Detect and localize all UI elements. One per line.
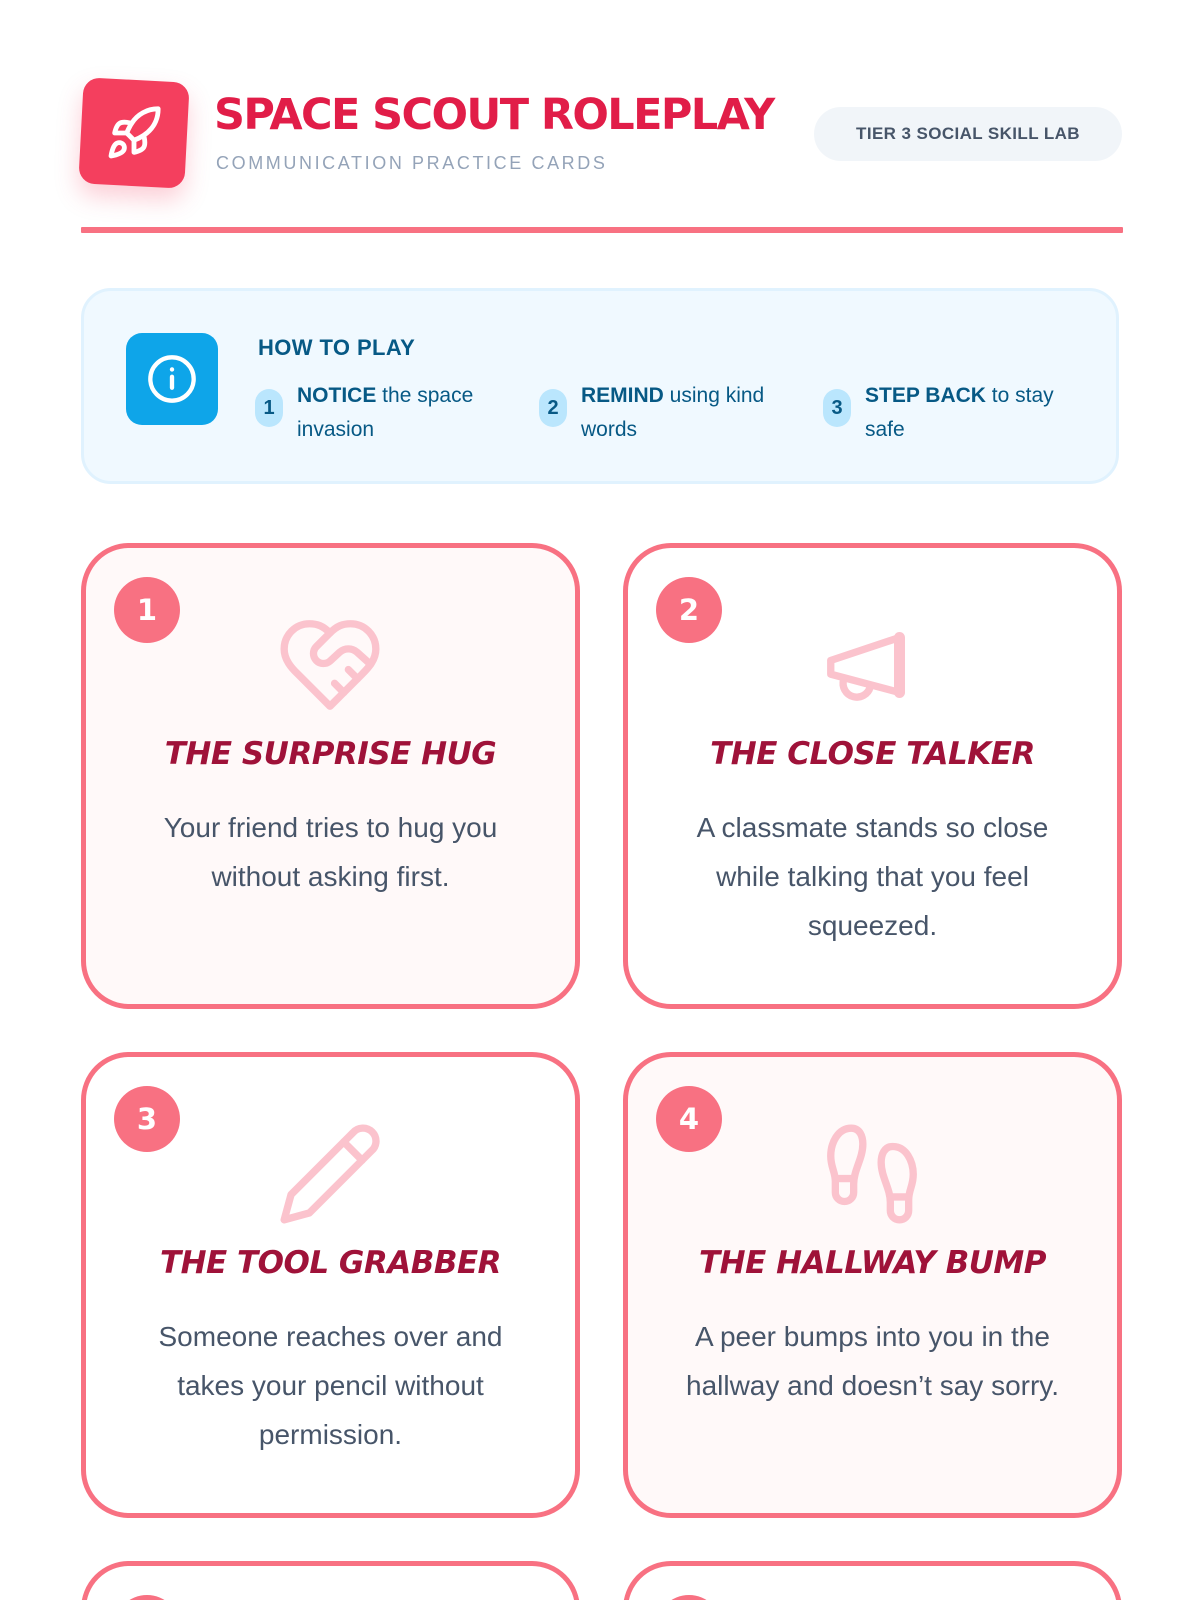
tier-badge: TIER 3 SOCIAL SKILL LAB bbox=[814, 107, 1122, 161]
step-detail: to stay safe bbox=[865, 384, 1054, 441]
step-text bbox=[865, 379, 1055, 447]
card-title: THE SURPRISE HUG bbox=[164, 736, 497, 772]
card-number bbox=[114, 1595, 180, 1600]
page-header bbox=[81, 80, 1122, 190]
rocket-icon bbox=[105, 104, 163, 162]
step-detail: the space invasion bbox=[297, 384, 474, 441]
page-subtitle: COMMUNICATION PRACTICE CARDS bbox=[216, 153, 608, 173]
how-to-play-panel bbox=[81, 288, 1119, 484]
scenario-card[interactable] bbox=[81, 1561, 580, 1600]
scenario-card[interactable] bbox=[623, 543, 1122, 1009]
step-number: 1 bbox=[255, 389, 283, 427]
step-action: STEP BACK bbox=[865, 384, 986, 407]
scenario-card[interactable] bbox=[81, 543, 580, 1009]
card-number: 4 bbox=[656, 1086, 722, 1152]
card-title: THE TOOL GRABBER bbox=[159, 1245, 502, 1281]
card-number: 3 bbox=[114, 1086, 180, 1152]
scenario-card[interactable] bbox=[81, 1052, 580, 1518]
step-detail: using kind words bbox=[581, 384, 765, 441]
card-number: 2 bbox=[656, 577, 722, 643]
step-1 bbox=[255, 379, 512, 447]
card-number: 1 bbox=[114, 577, 180, 643]
card-description: A classmate stands so close while talking that you feel squeezed. bbox=[696, 812, 1049, 941]
scenario-card[interactable] bbox=[623, 1561, 1122, 1600]
card-number bbox=[656, 1595, 722, 1600]
info-icon bbox=[126, 333, 218, 425]
how-to-play-title: HOW TO PLAY bbox=[258, 335, 416, 360]
step-2 bbox=[539, 379, 806, 447]
step-3 bbox=[823, 379, 1055, 447]
card-title: THE HALLWAY BUMP bbox=[699, 1245, 1046, 1281]
scenario-card[interactable] bbox=[623, 1052, 1122, 1518]
card-description: Someone reaches over and takes your pencil without permission. bbox=[158, 1321, 503, 1450]
step-text bbox=[581, 379, 806, 447]
megaphone-icon bbox=[817, 610, 927, 720]
handshake-heart-icon bbox=[275, 610, 385, 720]
logo bbox=[78, 77, 189, 188]
pencil-icon bbox=[275, 1119, 385, 1229]
card-title: THE CLOSE TALKER bbox=[710, 736, 1035, 772]
step-action: REMIND bbox=[581, 384, 664, 407]
header-divider bbox=[81, 227, 1123, 233]
footprints-icon bbox=[817, 1119, 927, 1229]
card-description: A peer bumps into you in the hallway and doesn’t say sorry. bbox=[686, 1321, 1059, 1401]
step-text bbox=[297, 379, 512, 447]
page-title: SPACE SCOUT ROLEPLAY bbox=[214, 90, 774, 140]
step-number: 2 bbox=[539, 389, 567, 427]
card-description: Your friend tries to hug you without asking first. bbox=[163, 812, 498, 892]
step-number: 3 bbox=[823, 389, 851, 427]
step-action: NOTICE bbox=[297, 384, 377, 407]
